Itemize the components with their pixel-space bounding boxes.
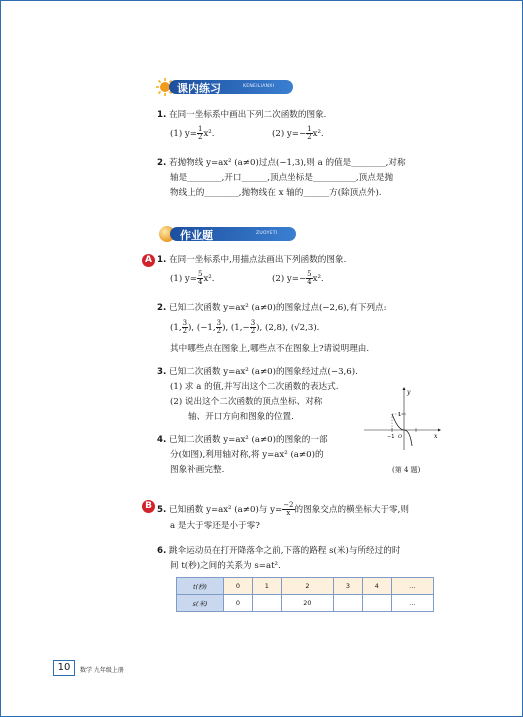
table-cell: 1 [252,578,281,595]
level-a-badge: A [142,254,155,267]
question-text: 在同一坐标系中,用描点法画出下列函数的图象. [168,255,347,265]
question-line: (2) 说出这个二次函数的顶点坐标、对称 [170,397,323,407]
table-cell: 2 [281,578,333,595]
homework-question-1-option-1: (1) y= $\frac{5}{4}$ x². [170,270,215,286]
fraction: $\frac{5}{4}$ [307,270,312,286]
section-header-practice [155,79,295,95]
y-axis-label: y [407,389,411,396]
fraction: $\frac{5}{4}$ [197,270,203,286]
table-row [177,578,434,595]
parabola-figure [362,384,442,454]
page-number: 10 [53,660,75,676]
practice-question-1-option-2: (2) y=− $\frac{1}{2}$ x². [272,125,324,141]
practice-question-2: 2. 若抛物线 y=ax² (a≠0)过点(−1,3),则 a 的值是________,对称 [157,158,406,168]
fraction: $\frac{1}{2}$ [307,125,312,141]
table-cell: 0 [224,595,253,612]
section-header-homework [158,226,298,242]
table-cell: 3 [334,578,363,595]
homework-question-5: 5. 已知函数 y=ax² (a≠0)与 y= $\frac{-2}{x}$ 的图象交点的横坐标大于零,则 [157,501,409,517]
table-cell: … [391,578,433,595]
fraction: $\frac{1}{2}$ [197,125,203,141]
question-line: a 是大于零还是小于零? [170,521,260,531]
figure-caption: (第 4 题) [392,466,421,474]
practice-question-1-option-1: (1) y= $\frac{1}{2}$ x². [170,125,215,141]
table-cell [252,595,281,612]
footer-book-title: 数学 九年级上册 [80,667,124,674]
parabola-curve [404,430,412,446]
table-cell: t(秒) [177,578,224,595]
question-text: 在同一坐标系中画出下列二次函数的图象. [168,110,327,120]
homework-question-3: 3. 已知二次函数 y=ax² (a≠0)的图象经过点(−3,6). [157,367,358,377]
table-row [177,595,434,612]
section-title: 课内练习 [177,82,221,95]
table-cell [334,595,363,612]
table-cell [362,595,391,612]
question-text: 已知二次函数 y=ax² (a≠0)的图象经过点(−3,6). [168,367,358,377]
homework-question-1-option-2: (2) y=− $\frac{5}{4}$ x². [272,270,324,286]
table-cell: s(米) [177,595,224,612]
question-line: 若抛物线 y=ax² (a≠0)过点(−1,3),则 a 的值是________,对称 [168,158,406,168]
table-cell: 20 [281,595,333,612]
data-table [176,577,434,612]
practice-question-1 [157,110,326,121]
tick-label: −1 [387,434,395,440]
question-line: (1) 求 a 的值,并写出这个二次函数的表达式. [170,382,339,392]
table-cell: 4 [362,578,391,595]
question-line: 间 t(秒)之间的关系为 s=at². [170,561,281,571]
homework-question-6: 6. 跳伞运动员在打开降落伞之前,下落的路程 s(米)与所经过的时 [157,546,401,556]
question-line: 轴、开口方向和图象的位置. [188,412,294,422]
x-axis-label: x [434,433,438,440]
table-cell: … [391,595,433,612]
section-pinyin: KENEILIANXI [243,84,275,89]
level-b-badge: B [142,500,155,513]
question-line: 跳伞运动员在打开降落伞之前,下落的路程 s(米)与所经过的时 [168,546,401,556]
question-line: 已知二次函数 y=ax² (a≠0)的图象的一部 [168,435,328,445]
question-line: 图象补画完整. [170,465,225,475]
table-cell: 0 [224,578,253,595]
point-list: (1, $\frac{3}{2}$ ), (−1, $\frac{3}{2}$ ), (1,− $\frac{3}{2}$ ), (2,8), (√2,3). [170,319,320,335]
question-text: 已知二次函数 y=ax² (a≠0)的图象过点(−2,6),有下列点: [168,303,387,313]
question-line: 轴是________,开口______,顶点坐标是__________,顶点是抛 [170,173,394,183]
section-title: 作业题 [180,229,213,242]
tick-label: 1 [398,412,402,418]
origin-label: O [398,434,403,440]
x-axis-arrow [438,429,441,432]
question-number: 1. [157,110,167,120]
question-line: 物线上的________,抛物线在 x 轴的______方(除顶点外). [170,188,382,198]
y-axis-arrow [403,387,406,390]
question-line: 其中哪些点在图象上,哪些点不在图象上?请说明理由. [170,344,370,354]
question-line: 分(如图),利用轴对称,将 y=ax² (a≠0)的 [170,450,324,460]
homework-question-1: 1. 在同一坐标系中,用描点法画出下列函数的图象. [157,255,347,265]
section-pinyin: ZUOYETI [256,231,278,236]
homework-question-4: 4. 已知二次函数 y=ax² (a≠0)的图象的一部 [157,435,328,445]
fraction: $\frac{-2}{x}$ [283,501,294,517]
homework-question-2: 2. 已知二次函数 y=ax² (a≠0)的图象过点(−2,6),有下列点: [157,303,387,313]
